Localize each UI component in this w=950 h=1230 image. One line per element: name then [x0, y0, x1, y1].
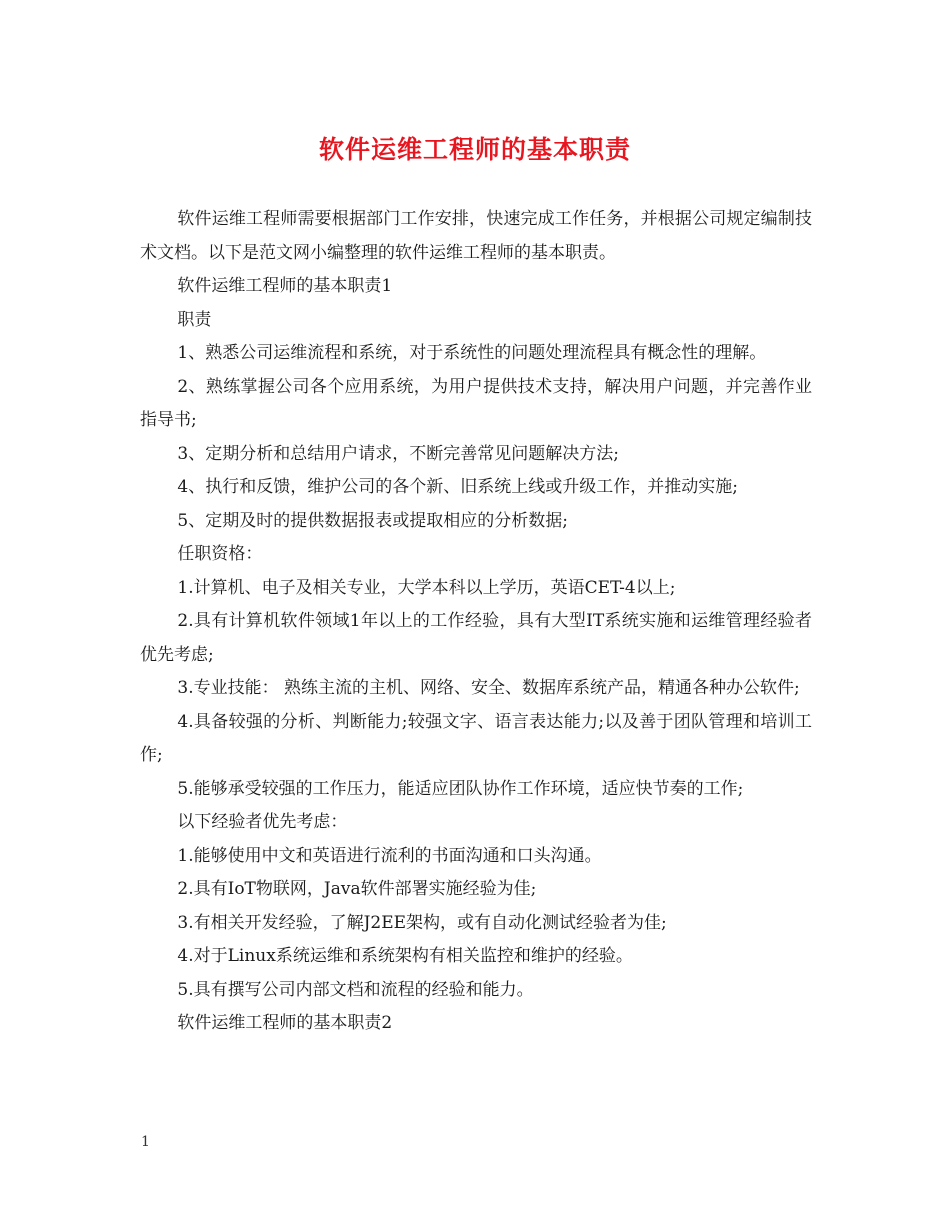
qualification-item-5: 5.能够承受较强的工作压力，能适应团队协作工作环境，适应快节奏的工作; — [177, 778, 744, 799]
page-number: 1 — [141, 1134, 150, 1150]
paragraph-intro: 软件运维工程师需要根据部门工作安排，快速完成工作任务，并根据公司规定编制技术文档。以下是范文网小编整理的软件运维工程师的基本职责。 — [140, 209, 812, 263]
subheading-duties: 职责 — [177, 309, 212, 330]
section-heading-1: 软件运维工程师的基本职责1 — [177, 276, 393, 296]
duty-item-5: 5、定期及时的提供数据报表或提取相应的分析数据; — [177, 510, 568, 531]
preferred-item-3: 3.有相关开发经验，了解J2EE架构，或有自动化测试经验者为佳; — [177, 912, 667, 933]
qualification-item-3: 3.专业技能： 熟练主流的主机、网络、安全、数据库系统产品，精通各种办公软件; — [177, 678, 800, 698]
qualification-item-2: 2.具有计算机软件领域1年以上的工作经验，具有大型IT系统实施和运维管理经验者优先考虑; — [140, 611, 812, 665]
preferred-item-1: 1.能够使用中文和英语进行流利的书面沟通和口头沟通。 — [177, 845, 602, 866]
preferred-item-2: 2.具有IoT物联网，Java软件部署实施经验为佳; — [177, 879, 537, 899]
duty-item-1: 1、熟悉公司运维流程和系统，对于系统性的问题处理流程具有概念性的理解。 — [177, 343, 767, 363]
duty-item-4: 4、执行和反馈，维护公司的各个新、旧系统上线或升级工作，并推动实施; — [177, 477, 738, 497]
duty-item-3: 3、定期分析和总结用户请求，不断完善常见问题解决方法; — [177, 443, 619, 464]
document-body — [140, 203, 812, 1041]
preferred-item-5: 5.具有撰写公司内部文档和流程的经验和能力。 — [177, 979, 534, 1000]
duty-item-2: 2、熟练掌握公司各个应用系统，为用户提供技术支持，解决用户问题，并完善作业指导书; — [140, 376, 812, 430]
subheading-qualifications: 任职资格： — [177, 544, 263, 564]
subheading-preferred: 以下经验者优先考虑： — [177, 812, 348, 832]
qualification-item-4: 4.具备较强的分析、判断能力;较强文字、语言表达能力;以及善于团队管理和培训工作; — [140, 711, 812, 765]
document-title: 软件运维工程师的基本职责 — [318, 135, 631, 164]
preferred-item-4: 4.对于Linux系统运维和系统架构有相关监控和维护的经验。 — [177, 946, 633, 966]
section-heading-2: 软件运维工程师的基本职责2 — [177, 1013, 393, 1033]
qualification-item-1: 1.计算机、电子及相关专业，大学本科以上学历，英语CET-4以上; — [177, 577, 676, 598]
